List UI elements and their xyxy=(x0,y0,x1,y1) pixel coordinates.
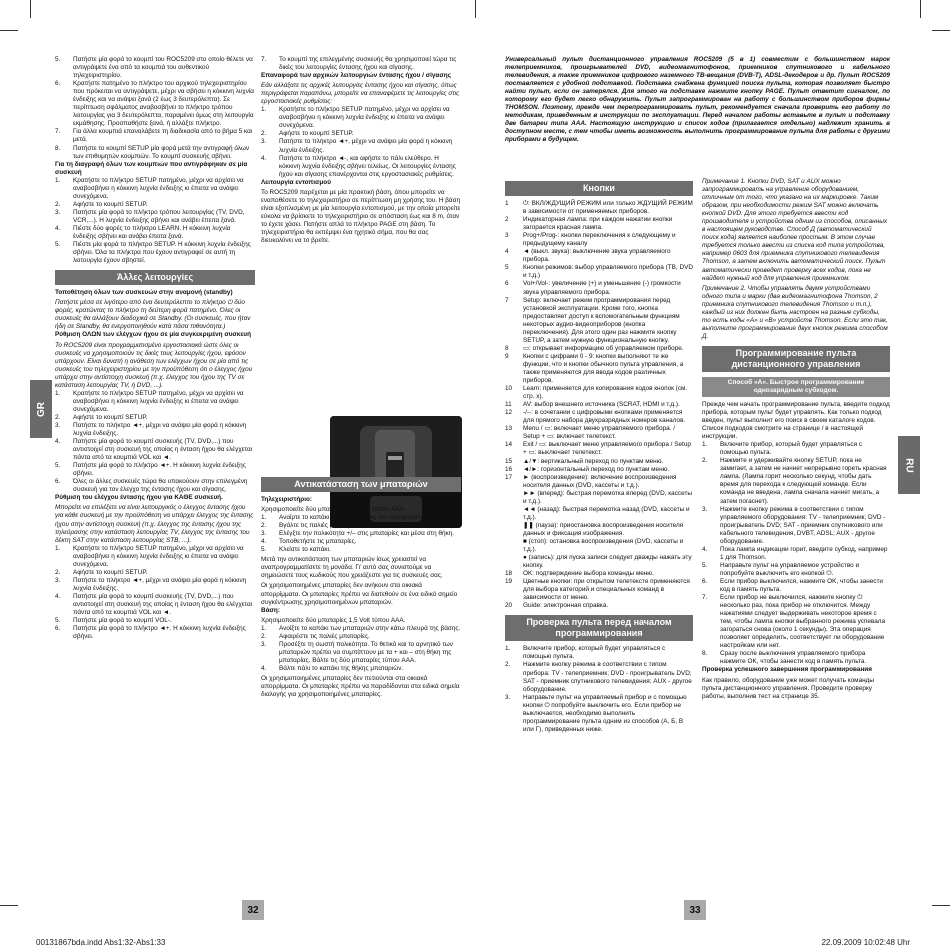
list-item-number: 2. xyxy=(261,632,267,640)
list-item-number: 2 xyxy=(505,216,509,224)
list-item-text: ● (запись): для пуска записи следует дважды нажать эту кнопку. xyxy=(523,554,692,570)
left-column-2 xyxy=(261,56,461,245)
list-item-text: Κρατήστε πατημένο το πλήκτρο του αρχικού τηλεχειριστηρίου που πρόκειται να αντιγράψετε, μέχρι να σβήσει η κόκκινη λυχνία ένδειξης και να ανάψει ξανά (2 έως 3 δευτερόλεπτα). Σε περίπτωση σφάλματος αναβοσβήνει το πλήκτρο τρόπου λειτουργίας για 3 δευτερόλεπτα, παραμένει όμως στη λειτουργία εκμάθησης. Προσπαθήστε ξανά, ή αλλάξτε πλήκτρο. xyxy=(73,80,254,128)
list-item-text: ■ (стоп): остановка воспроизведения (DVD, кассеты и т.д.). xyxy=(523,537,684,554)
subheading: Ρύθμιση ΟΛΩΝ των ελέγχων ήχου σε μία συγκεκριμένη συσκευή xyxy=(55,331,252,339)
crop-mark xyxy=(0,30,18,31)
list-item-text: Направьте пульт на управляемый прибор и с помощью кнопки ⏻ попробуйте выключить его. Если прибор не выключается, необходимо выполнить программирование пульта одним из способов (А, Б, В или Г), приведенных ниже. xyxy=(523,693,687,733)
list-item xyxy=(55,56,255,80)
list-item xyxy=(55,478,255,494)
list-item xyxy=(702,594,890,650)
list-item-number: 5. xyxy=(702,561,708,569)
list-item-number: 4. xyxy=(261,538,267,546)
list-item-text: Кнопки режимов: выбор управляемого прибора (ТВ, DVD и т.д.) xyxy=(523,264,693,280)
list-item-number: 1. xyxy=(55,176,61,184)
list-item-text: Если прибор выключился, нажмите OK, чтобы занести код в память пульта. xyxy=(720,577,883,594)
list-item xyxy=(505,353,693,385)
list-item xyxy=(261,514,461,522)
list-item-number: 20 xyxy=(505,602,513,610)
subheading: Τηλεχειριστήριο: xyxy=(261,496,313,503)
list-item-text: Προσέξτε τη σωστή πολικότητα. Το θετικό και το αρνητικό των μπαταριών πρέπει να συμπίπτουν με τα + και – στη θήκη της μπαταρίας. Βάλτε τις δύο μπαταρίες τύπου AAA. xyxy=(279,640,453,664)
section-banner: Проверка пульта перед началом программирования xyxy=(505,615,693,641)
list-item-number: 16 xyxy=(505,465,513,473)
paragraph: Как правило, оборудование уже может получать команды пульта дистанционного управления. Проведите проверку работы, выполнив тест на странице 35. xyxy=(702,676,874,700)
list-item-number xyxy=(505,522,519,538)
list-item xyxy=(261,522,461,530)
list-item xyxy=(505,264,693,280)
list-item xyxy=(505,409,693,425)
list-item-text: AV: выбор внешнего источника (SCRAT, HDMI и т.д.). xyxy=(523,401,680,409)
list-item-text: Πατήστε το κουμπί SETUP μία φορά μετά την αντιγραφή όλων των επιθυμητών κουμπιών. Το κουμπί συσκευής σβήνει. xyxy=(73,144,250,160)
list-item xyxy=(702,506,890,546)
list-item-text: Πατήστε μία φορά το πλήκτρο ◄+. Η κόκκινη λυχνία ένδειξης σβήνει. xyxy=(73,462,246,478)
list-item xyxy=(505,570,693,578)
list-item xyxy=(702,578,890,594)
list-item-number: 4. xyxy=(702,545,708,553)
list-item xyxy=(505,280,693,296)
list-item-number: 5 xyxy=(505,264,509,272)
list-item xyxy=(55,577,255,593)
subheading: Για τη διαγραφή όλων των κουμπιών που αντιγράφηκαν σε μία συσκευή xyxy=(55,160,248,176)
list-item-text: Κλείστε το καπάκι. xyxy=(279,546,331,554)
crop-mark xyxy=(0,905,18,906)
list-item xyxy=(505,466,693,474)
list-item xyxy=(702,441,890,457)
list-item-text: Нажмите и удерживайте кнопку SETUP, пока не замигает, а затем не начнет непрерывно гореть красная лампа. (Лампа горит несколько секунд, чтобы дать время для перехода к следующей команде. Если команда не введена, лампа сначала начнет мигать, а затем погаснет). xyxy=(720,457,887,505)
list-item-text: Αναίρτε το καπάκι στο πίσω μέρος του τηλεχειριστηρίου. xyxy=(279,514,438,522)
list-item-number: 8. xyxy=(702,650,708,658)
list-item-text: Πιέστε μία φορά το πλήκτρο SETUP. Η κόκκινη λυχνία ένδειξης σβήνει. Όλα τα πλήκτρα που έχουν αντιγραφεί σε αυτή τη λειτουργία έχουν σβηστεί. xyxy=(73,241,251,265)
paragraph: Οι χρησιμοποιημένες μπαταρίες δεν ανήκουν στα οικιακά απορρίμματα. Οι μπαταρίες πρέπει να διατεθούν σε ένα ειδικό σημείο συγκέντρωσης χρησιμοποιημένων μπαταριών. xyxy=(261,582,458,606)
list-item-number: 7. xyxy=(702,594,708,602)
list-item-text: Πατήστε το πλήκτρο ◄+, μέχρι να ανάψει μία φορά η κόκκινη λυχνία ένδειξης. xyxy=(73,421,247,438)
list-item-number: 5. xyxy=(261,546,267,554)
list-item-number: 4. xyxy=(55,224,61,232)
list-item-number: 6. xyxy=(55,625,61,633)
list-item-number: 4 xyxy=(505,248,509,256)
list-item-number: 10 xyxy=(505,385,513,393)
list-item-text: Кнопки с цифрами 0 - 9: кнопки выполняют те же функции, что и кнопки обычного пульта управления, а также применяются для ввода кодов различных приборов. xyxy=(523,352,684,385)
left-page xyxy=(55,56,460,901)
list-item-number xyxy=(505,538,519,554)
list-item-number: 14 xyxy=(505,441,513,449)
list-item xyxy=(505,297,693,345)
list-item-text: Setup: включает режим программирования перед установкой эксплуатации. Кроме того, кнопка предоставляет доступ к вспомогательным функциям некоторых аудио-видеоприборов (кнопка переключения). Для этого один раз нажмите кнопку SETUP, а затем нужную функциональную кнопку. xyxy=(523,296,680,344)
list-item-text: Αφαιρέστε τις παλιές μπαταρίες. xyxy=(279,632,370,640)
paragraph: Примечание 1. Кнопки DVD, SAT и AUX можно запрограммировать на управление оборудованием, отличным от того, что указано на их маркировке. Таким образом, при необходимости режим SAT можно включать кнопкой DVD. Для этого требуется ввести код производителя и устройства одним из способов, описанных в настоящем руководстве. Способ Д (автоматический поиск кода) является наиболее простым. В этом случае требуется только ввести из списка код типа устройства, например 0603 для приемника спутникового телевидения Thomson, а затем включить автоматический поиск. Пульт автоматически проведет проверку всех кодов, пока не найдет нужный код для управления приемником. xyxy=(702,178,888,282)
list-item-number: 3. xyxy=(702,505,708,513)
list-item xyxy=(261,625,461,633)
list-item xyxy=(55,569,255,577)
list-item-text: Πατήστε μία φορά το πλήκτρο τρόπου λειτουργίας (TV, DVD, VCR,...). Η λυχνία ένδειξης σβήνει και ανάβει έπειτα ξανά. xyxy=(73,208,245,224)
list-item xyxy=(505,538,693,554)
list-item-number: 8. xyxy=(55,144,61,152)
list-item xyxy=(55,201,255,209)
list-item-number: 3. xyxy=(55,576,61,584)
list-item-number: 6 xyxy=(505,280,509,288)
list-item-text: ► (воспроизведение): включение воспроизведения носителя данных (DVD, кассеты и т.д.). xyxy=(523,473,677,489)
list-item-number xyxy=(505,554,519,570)
list-item-number: 6. xyxy=(702,577,708,585)
list-item xyxy=(261,56,461,72)
list-item-text: Индикаторная лампа: при каждом нажатии кнопки загорается красная лампа. xyxy=(523,216,673,232)
list-item-text: ▭: открывает информацию об управляемом приборе. xyxy=(523,344,684,352)
list-item-number: 6. xyxy=(55,478,61,486)
crop-mark xyxy=(932,905,950,906)
list-item-number: 4. xyxy=(261,154,267,162)
list-item-text: Πατήστε μία φορά το κουμπί του ROC5209 στο οποίο θέλετε να αντιγράψετε ένα από τα κουμπιά του αυθεντικού τηλεχειριστηρίου. xyxy=(73,56,253,80)
list-item xyxy=(505,554,693,570)
left-column-1 xyxy=(55,56,255,641)
section-banner: Кнопки xyxy=(505,181,693,196)
list-item-text: Κρατήστε το πλήκτρο SETUP πατημένο, μέχρι να αρχίσει να αναβοσβήνει η κόκκινη λυχνία ένδειξης κι έπειτα να ανάψει συνεχόμενα. xyxy=(73,176,244,200)
paragraph: Το ROC5209 είναι προγραμματισμένο εργοστασιακά ώστε όλες οι συσκευές να χρησιμοποιούν τις δικές τους λειτουργίες ήχου, εφόσον υπάρχουν. Είναι δυνατή η ανάθεση των ελέγχων ήχου σε μία από τις συσκευές του τηλεχειριστηρίου με την προϋπόθεση ότι ο έλεγχος ήχου υπάρχει στην αντίστοιχη συσκευή (π.χ. έλεγχος του ήχου της TV σε κατάσταση λειτουργίας TV, ή DVD, ...). xyxy=(55,341,253,389)
subheading: Τοποθέτηση όλων των συσκευών στην αναμονή (standby) xyxy=(55,289,233,297)
list-item xyxy=(261,546,461,554)
list-item-text: Πατήστε το πλήκτρο ◄-, και αφήστε το πάλι ελεύθερο. Η κόκκινη λυχνία ένδειξης σβήνει τελείως. Οι λειτουργίες έντασης ήχου και σίγασης επανέρχονται στις εργοστασιακές ρυθμίσεις. xyxy=(279,154,456,178)
list-item xyxy=(702,562,890,578)
language-tab-ru-label: RU xyxy=(903,457,915,473)
list-item xyxy=(55,545,255,569)
list-item-number xyxy=(505,506,519,522)
list-item xyxy=(55,593,255,617)
subsection-banner: Способ «A». Быстрое программирование однозарядным субкодом. xyxy=(702,377,890,397)
list-item-number: 1. xyxy=(261,514,267,522)
list-item-number: 1. xyxy=(55,544,61,552)
paragraph: Μετά την αντικατάσταση των μπαταριών ίσως χρειαστεί να αναπρογραμματίσετε τη μονάδα. Γι’ αυτό σας συνιστούμε να σημειώσετε τους κωδικούς που χρειάζεστε για τις συσκευές σας. xyxy=(261,556,443,580)
list-item-number: 7 xyxy=(505,296,509,304)
list-item-text: Learn: применяется для копирования кодов кнопок (см. стр. x). xyxy=(523,385,688,401)
list-item-text: Menu / ▭: включает меню управляемого прибора. / Setup + ▭: включает телетекст. xyxy=(523,425,675,441)
page-number-right: 33 xyxy=(684,900,706,920)
list-item-number: 3. xyxy=(261,138,267,146)
list-item-number: 2. xyxy=(261,130,267,138)
list-item-number: 11 xyxy=(505,401,512,409)
list-item-text: Нажмите кнопку режима в соответствии с типом прибора: TV - телеприемник; DVD - проигрыватель DVD; SAT - приемник спутникового телевидения; AUX - другое оборудование. xyxy=(523,661,692,693)
subheading: Επαναφορά των αρχικών λειτουργιών έντασης ήχου / σίγασης xyxy=(261,72,451,80)
subheading: Βάση: xyxy=(261,606,280,614)
list-item xyxy=(261,106,461,130)
list-item xyxy=(55,414,255,422)
list-item-number: 17 xyxy=(505,473,513,481)
list-item-text: Vol+/Vol-: увеличение (+) и уменьшение (-) громкости звука управляемого прибора. xyxy=(523,280,681,296)
list-item-number: 1. xyxy=(505,645,511,653)
list-item-number: 9 xyxy=(505,352,509,360)
list-item-text: Включите прибор, который будет управляться с помощью пульта. xyxy=(523,645,666,661)
list-item-number: 5. xyxy=(55,462,61,470)
list-item-number: 19 xyxy=(505,578,513,586)
list-item-text: OK: подтверждение выбора команды меню. xyxy=(523,570,654,578)
list-item xyxy=(505,661,693,693)
list-item-number: 7. xyxy=(55,128,61,136)
list-item xyxy=(505,401,693,409)
list-item-text: Πατήστε το πλήκτρο ◄+, μέχρι να ανάψει μία φορά η κόκκινη λυχνία ένδειξης. xyxy=(279,138,453,154)
list-item-number: 1 xyxy=(505,200,509,207)
list-item-number: 7. xyxy=(261,56,267,63)
list-item xyxy=(505,232,693,248)
list-item-text: Κρατήστε το πλήκτρο SETUP πατημένο, μέχρι να αρχίσει να αναβοσβήνει η κόκκινη λυχνία ένδειξης κι έπειτα να ανάψει συνεχόμενα. xyxy=(73,389,244,413)
list-item-number: 8 xyxy=(505,344,509,352)
list-item xyxy=(261,633,461,641)
list-item-text: Ελέγξτε την πολικότητα +/– στις μπαταρίες και μέσα στη θήκη. xyxy=(279,530,455,538)
intro-paragraph: Универсальный пульт дистанционного управления ROC5209 (5 в 1) совместим с большинством марок телеприемников, проигрывателей DVD, видеомагнитофонов, приемников спутникового и кабельного телевидения, а также приемников цифрового наземного ТВ-вещания (DVB-T), ADSL-декодеров и др. Пульт ROC5209 поставляется с удобной подставкой. Подставка снабжена функцией поиска пульта, которая позволяет быстро найти пульт, если он затерялся. Для этого на подставке нажмите кнопку PAGE. Пульт ответит сигналом, по которому его будет легко обнаружить. Пульт запрограммирован на работу с большинством приборов фирмы THOMSON. Поэтому, прежде чем перепрограммировать пульт, рекомендуется сначала проверить его работу по методикам, приведенным в инструкции по эксплуатации. Перед началом работы вставьте в пульт и подставку две батареи типа AAA. Настоящую инструкцию и список кодов (прилагается отдельно) надлежит хранить в доступном месте, с тем чтобы иметь возможность выполнить программирование пульта для работы с другими приборами в будущем. xyxy=(505,56,890,144)
list-item xyxy=(55,128,255,144)
list-item-number: 12 xyxy=(505,409,513,417)
list-item-text: Направьте пульт на управляемое устройство и попробуйте выключить его кнопкой ⏻. xyxy=(720,561,860,577)
list-item-text: Нажмите кнопку режима в соответствии с типом управляемого оборудования: TV - телеприемник; DVD - проигрыватель DVD; SAT - приемник спутникового или кабельного телевидения, DVBT, ADSL; AUX - другое оборудование. xyxy=(720,505,886,545)
paragraph: Το ROC5209 παρέχεται με μία πρακτική βάση, όπου μπορείτε να εναποθέσετε το τηλεχειριστήριο σε περίπτωση μη χρήσης του. Η βάση είναι εξοπλισμένη με μία λειτουργία εντοπισμού, με την οποία μπορείτε εύκολα να βρίσκετε το τηλεχειριστήριο σε απόσταση έως και 8 m, όταν το έχετε χάσει. Πατήστε απλά το πλήκτρο PAGE στη βάση. Το τηλεχειριστήριο θα εκπέμψει ένα ηχητικό σήμα, που θα σας διευκολύνει να το βρείτε. xyxy=(261,188,461,245)
list-item-number: 4. xyxy=(55,592,61,600)
list-item-text: Exit / ▭: выключает меню управляемого прибора / Setup + ▭: выключает телетекст. xyxy=(523,441,691,457)
list-item-number: 5. xyxy=(55,241,61,249)
list-item-text: Κρατήστε το πλήκτρο SETUP πατημένο, μέχρι να αρχίσει να αναβοσβήνει η κόκκινη λυχνία ένδειξης κι έπειτα να ανάψει συνεχόμενα. xyxy=(279,106,450,130)
list-item-number: 3. xyxy=(261,640,267,648)
list-item-text: Включите прибор, который будет управляться с помощью пульта. xyxy=(720,441,863,457)
right-column-2 xyxy=(702,176,890,701)
list-item xyxy=(55,422,255,438)
crop-mark xyxy=(932,30,950,31)
list-item-text: ◄/►: горизонтальный переход по пунктам меню. xyxy=(523,465,670,473)
list-item-number: 1. xyxy=(261,624,267,632)
list-item-text: Αφήστε το κουμπί SETUP. xyxy=(73,413,148,421)
paragraph: Примечание 2. Чтобы управлять двумя устройствами одного типа и марки (два видеомагнитофона Thomson, 2 приемника спутникового телевидения Thomson и т.п.), каждый из них должен быть настроен на разные субкоды, то есть коды «A» и «B» устройств Thomson. Если это так, выполните программирование двух кнопок режима способом Д. xyxy=(702,284,888,340)
right-page xyxy=(505,56,890,901)
page-number-left: 32 xyxy=(242,900,264,920)
list-item xyxy=(702,457,890,505)
list-item xyxy=(505,345,693,353)
list-item xyxy=(505,602,693,610)
list-item xyxy=(505,506,693,522)
list-item-text: Пока лампа индикации горит, введите субкод, например 1 для Thomson. xyxy=(720,545,888,561)
list-item-text: Πατήστε μία φορά το κουμπί συσκευής (TV, DVD,...) που αντιστοιχεί στη συσκευή της οποίας η ένταση ήχου θα ελέγχεται πάντα από τα κουμπιά VOL και ◄. xyxy=(73,592,253,617)
list-item-number: 3 xyxy=(505,232,509,240)
paragraph: Οι χρησιμοποιημένες μπαταρίες δεν πετιούνται στα οικιακά απορρίμματα. Οι μπαταρίες πρέπει να παραδίδονται στα ειδικά σημεία διαλογής για χρησιμοποιημένες μπαταρίες. xyxy=(261,674,460,699)
footer-timestamp: 22.09.2009 10:02:48 Uhr xyxy=(821,938,910,947)
list-item-number: 3. xyxy=(55,421,61,429)
list-item-number: 2. xyxy=(261,522,267,530)
footer-file-info: 00131867bda.indd Abs1:32-Abs1:33 xyxy=(36,938,166,947)
list-item-number: 4. xyxy=(55,438,61,446)
list-item-number: 3. xyxy=(505,693,511,701)
list-item xyxy=(505,645,693,661)
list-item xyxy=(55,390,255,414)
list-item-text: ◄ (выкл. звука): выключение звука управляемого прибора. xyxy=(523,248,671,264)
list-item xyxy=(505,216,693,232)
list-item-text: Если прибор не выключился, нажмите кнопку ⏻ несколько раз, пока прибор не отключится. Между нажатиями следует выдерживать некоторое время с тем, чтобы лампа кнопки выбранного режима успевала загораться снова (около 1 секунды). Эта операция позволяет определить, соответствует ли оборудование настройкам или нет. xyxy=(720,594,886,650)
list-item xyxy=(261,641,461,665)
list-item-number: 1. xyxy=(55,389,61,397)
subheading: Λειτουργία εντοπισμού xyxy=(261,178,331,186)
section-banner: Αντικατάσταση των μπαταριών xyxy=(261,477,461,492)
list-item-number: 3. xyxy=(261,530,267,538)
list-item-number: 18 xyxy=(505,570,513,578)
list-item xyxy=(505,425,693,441)
list-item xyxy=(505,200,693,216)
list-item-number: 6. xyxy=(55,80,61,88)
list-item xyxy=(55,145,255,161)
paragraph: Μπορείτε να επιλέξετε να είναι λειτουργικός ο έλεγχος έντασης ήχου για κάθε συσκευή με την προϋπόθεση να υπάρχει έλεγχος της έντασης ήχου στην αντίστοιχη συσκευή (π.χ. έλεγχος της έντασης ήχου της τηλεόρασης στην κατάσταση λειτουργίας TV, έλεγχος της έντασης του δέκτη SAT στην κατάσταση λειτουργίας STB, ...). xyxy=(55,504,254,544)
list-item-number: 4. xyxy=(261,664,267,672)
list-item-text: ❚❚ (пауза): приостановка воспроизведения носителя данных и фиксация изображения. xyxy=(523,521,684,537)
right-column-1 xyxy=(505,176,693,734)
list-item-text: Βάλτε πάλι το καπάκι της θήκης μπαταριών. xyxy=(279,664,404,672)
list-item-text: Πιέστε δύο φορές το πλήκτρο LEARN. Η κόκκινη λυχνία ένδειξης σβήνει και ανάβει έπειτα ξανά. xyxy=(73,224,231,241)
list-item-text: ◄◄ (назад): быстрая перемотка назад (DVD, кассеты и т.д.). xyxy=(523,505,690,521)
list-item xyxy=(505,385,693,401)
list-item-text: Сразу после выключения управляемого прибора нажмите OK, чтобы занести код в память пульта. xyxy=(720,650,867,666)
list-item xyxy=(55,625,255,641)
paragraph: Εάν αλλάξατε τις αρχικές λειτουργίες έντασης ήχου και σίγασης, όπως περιγράφεται παραπάνω, μπορείτε να επαναφέρετε τις λειτουργίες στις εργοστασιακές ρυθμίσεις: xyxy=(261,82,460,106)
list-item xyxy=(702,546,890,562)
list-item xyxy=(55,80,255,128)
list-item xyxy=(702,650,890,666)
list-item-text: Αφήστε το κουμπί SETUP. xyxy=(73,200,148,208)
list-item-text: Βγάλτε τις παλιές μπαταρίες. xyxy=(279,522,361,530)
list-item-text: ▲/▼: вертикальный переход по пунктам меню. xyxy=(523,457,664,465)
list-item-number: 2. xyxy=(702,457,708,465)
list-item-number: 1. xyxy=(261,106,267,114)
subheading: Проверка успешного завершения программирования xyxy=(702,666,872,674)
list-item-number xyxy=(505,490,519,506)
list-item xyxy=(261,665,461,673)
paragraph: Прежде чем начать программирование пульта, введите подкод прибора, которым пульт будет управлять. Как только подкод введен, пульт выполнит его поиск в своем каталоге кодов. Список подкодов смотрите на странице / в настоящей инструкции. xyxy=(702,400,890,441)
language-tab-ru xyxy=(898,436,920,494)
list-item xyxy=(55,241,255,265)
paragraph: Χρησιμοποιείτε δύο μπαταρίες 1,5 Volt τύπου AAA. xyxy=(261,616,406,624)
list-item xyxy=(505,458,693,466)
list-item xyxy=(55,438,255,462)
list-item-text: Για άλλα κουμπιά επαναλάβετε τη διαδικασία από το βήμα 5 και μετά. xyxy=(73,128,253,144)
list-item-text: Guide: электронная справка. xyxy=(523,602,609,610)
list-item-text: Τοποθετήστε τις μπαταρίες. xyxy=(279,538,357,546)
list-item-text: Όλες οι άλλες συσκευές τώρα θα υπακούουν στην επιλεγμένη συσκευή για τον έλεγχο της έντασης ήχου και σίγασης. xyxy=(73,478,248,494)
list-item-number: 2. xyxy=(55,413,61,421)
list-item xyxy=(55,209,255,225)
list-item-text: Κρατήστε το πλήκτρο SETUP πατημένο, μέχρι να αρχίσει να αναβοσβήνει η κόκκινη λυχνία ένδειξης κι έπειτα να ανάψει συνεχόμενα. xyxy=(73,544,244,568)
paragraph: Πατήστε μέσα σε λιγότερο από ένα δευτερόλεπτο το πλήκτρο ⏻ δύο φορές, κρατώντας το πλήκτρο τη δεύτερη φορά πατημένο. Όλες οι συσκευές θα αλλάξουν διαδοχικά σε Standby. (Οι συσκευές, που ήταν ήδη σε Standby, θα ενεργοποιηθούν κατά πάσα πιθανότητα.) xyxy=(55,299,251,331)
list-item-text: ►► (вперед): быстрая перемотка вперед (DVD, кассеты и т.д.). xyxy=(523,489,692,505)
list-item-text: Πατήστε το πλήκτρο ◄+, μέχρι να ανάψει μία φορά η κόκκινη λυχνία ένδειξης. xyxy=(73,576,247,592)
crop-mark xyxy=(920,0,921,18)
language-tab-gr xyxy=(30,380,52,438)
list-item xyxy=(261,155,461,179)
section-banner: Άλλες λειτουργίες xyxy=(55,270,255,285)
list-item-number: 2. xyxy=(505,661,511,669)
section-banner: Программирование пульта дистанционного управления xyxy=(702,346,890,372)
list-item-number: 2. xyxy=(55,200,61,208)
list-item-text: -/--: в сочетании с цифровыми кнопками применяется для прямого набора двухразрядных номеров каналов. xyxy=(523,409,686,425)
list-item xyxy=(55,617,255,625)
list-item-text: Αφήστε το κουμπί SETUP. xyxy=(73,568,148,576)
list-item xyxy=(261,138,461,154)
list-item xyxy=(55,462,255,478)
list-item-number: 5. xyxy=(55,56,61,63)
list-item-text: Ανοίξτε το καπάκι των μπαταριών στην κάτω πλευρά της βάσης. xyxy=(279,624,461,632)
list-item-text: Πατήστε μία φορά το κουμπί συσκευής (TV, DVD,...) που αντιστοιχεί στη συσκευή της οποίας η ένταση ήχου θα ελέγχεται πάντα από τα κουμπιά VOL και ◄. xyxy=(73,438,253,462)
list-item-number: 5. xyxy=(55,617,61,625)
list-item-text: ⏻: ВКЛ/ЖДУЩИЙ РЕЖИМ или только ЖДУЩИЙ РЕЖИМ в зависимости от применяемых приборов. xyxy=(523,200,693,216)
list-item xyxy=(55,177,255,201)
list-item-text: Prog+/Prog-: кнопки переключения к следующему и предыдущему каналу xyxy=(523,232,676,248)
left-column-2-batteries xyxy=(261,472,461,699)
list-item-text: Πατήστε μία φορά το πλήκτρο ◄+. Η κόκκινη λυχνία ένδειξης σβήνει. xyxy=(73,625,246,641)
list-item xyxy=(55,225,255,241)
list-item xyxy=(505,441,693,457)
crop-mark xyxy=(475,0,476,18)
list-item-number: 2. xyxy=(55,568,61,576)
list-item-number: 13 xyxy=(505,425,513,433)
list-item xyxy=(505,474,693,490)
list-item xyxy=(505,490,693,506)
list-item-number: 1. xyxy=(702,441,708,449)
list-item-text: Το κουμπί της επιλεγμένης συσκευής θα χρησιμοποιεί τώρα τις δικές του λειτουργίες έντασης ήχου και σίγασης. xyxy=(279,56,457,72)
list-item xyxy=(505,248,693,264)
crop-mark xyxy=(30,0,31,18)
language-tab-gr-label: GR xyxy=(35,401,47,417)
list-item xyxy=(505,694,693,734)
list-item xyxy=(505,578,693,602)
list-item xyxy=(505,522,693,538)
list-item-number: 3. xyxy=(55,208,61,216)
list-item-text: Αφήστε το κουμπί SETUP. xyxy=(279,130,354,138)
paragraph: Χρησιμοποιείτε δύο μπαταρίες 1,5 Volt τύπου AAA. xyxy=(261,506,406,514)
list-item-text: Цветные кнопки: при открытом телетексте применяются для выбора категорий и специальных команд в зависимости от меню. xyxy=(523,578,690,602)
list-item-number: 15 xyxy=(505,457,513,465)
subheading: Ρύθμιση του ελέγχου έντασης ήχου για ΚΑΘΕ συσκευή. xyxy=(55,494,223,502)
list-item-text: Πατήστε μία φορά το κουμπί VOL-. xyxy=(73,617,172,625)
